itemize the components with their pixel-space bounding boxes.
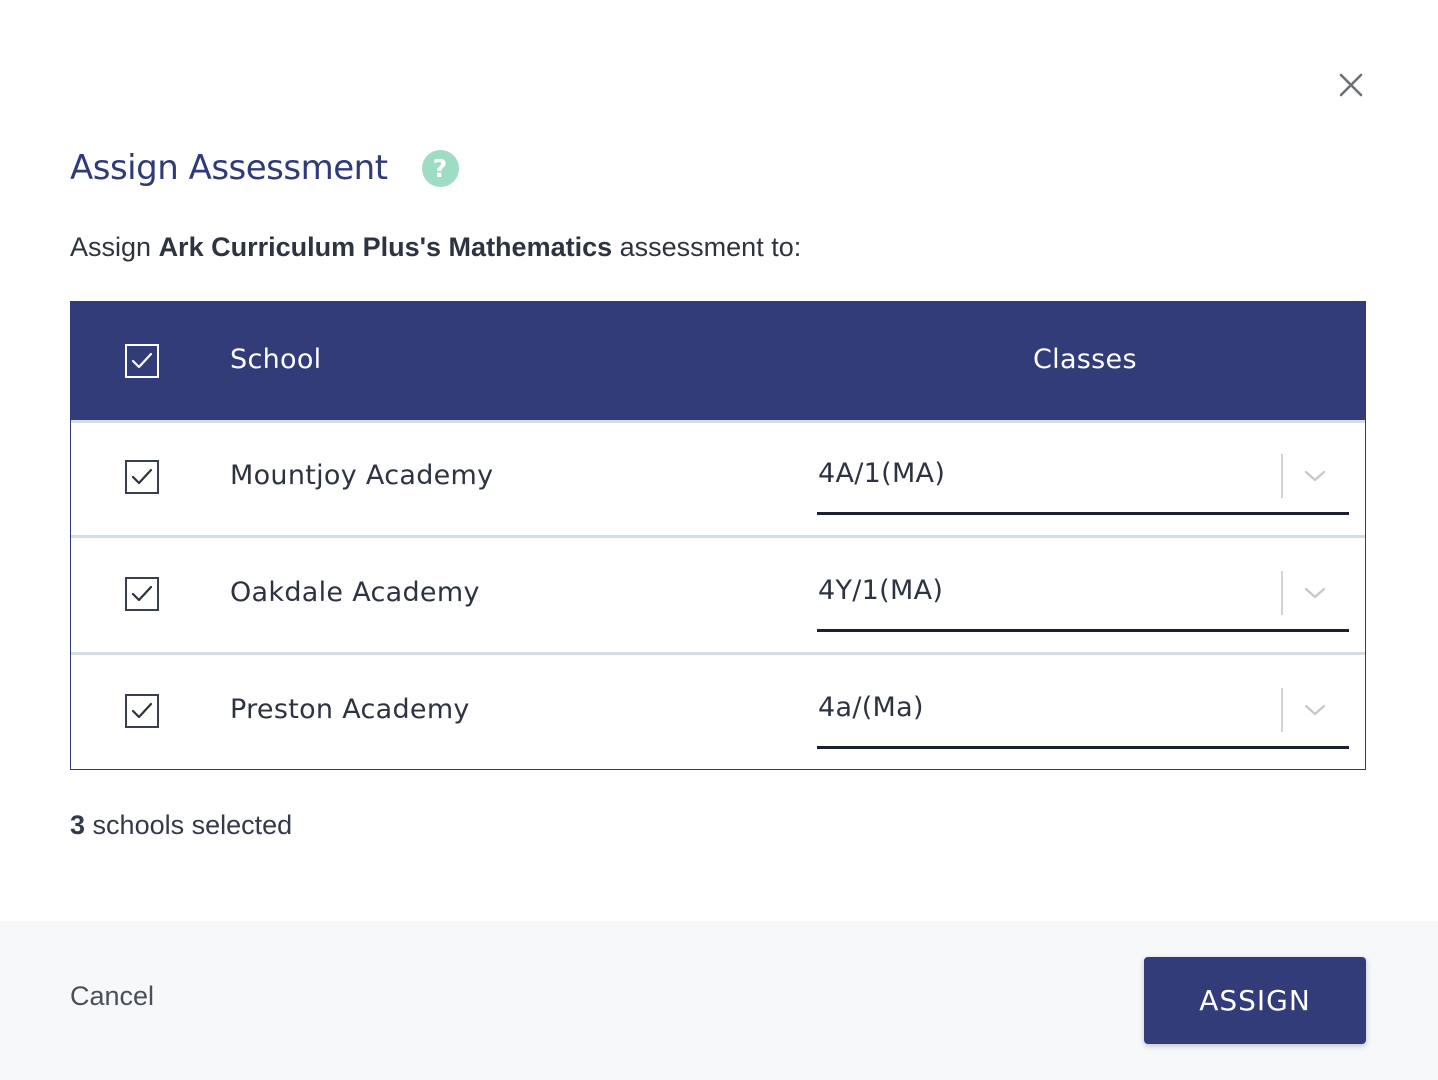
classes-column-header: Classes: [1033, 344, 1137, 375]
school-name: Oakdale Academy: [230, 577, 480, 608]
row-checkbox[interactable]: [125, 460, 159, 494]
select-divider: [1281, 454, 1283, 498]
selected-count-number: 3: [70, 810, 86, 840]
class-select[interactable]: [817, 440, 1349, 515]
close-button[interactable]: [1331, 65, 1371, 105]
school-name: Mountjoy Academy: [230, 460, 494, 491]
selected-count-label: schools selected: [92, 810, 293, 840]
checkmark-icon: [131, 585, 153, 603]
checkmark-icon: [131, 468, 153, 486]
modal-footer: [0, 921, 1438, 1080]
close-icon: [1339, 73, 1363, 97]
question-mark-icon[interactable]: ?: [422, 150, 459, 187]
assign-button[interactable]: ASSIGN: [1144, 957, 1366, 1044]
school-name: Preston Academy: [230, 694, 470, 725]
class-select[interactable]: [817, 557, 1349, 632]
select-divider: [1281, 571, 1283, 615]
modal-title: Assign Assessment: [70, 148, 388, 188]
class-select-value: 4A/1(MA): [818, 458, 946, 489]
class-select-value: 4a/(Ma): [818, 692, 924, 723]
schools-table: [70, 301, 1366, 770]
description-suffix: assessment to:: [619, 232, 802, 262]
select-divider: [1281, 688, 1283, 732]
row-checkbox[interactable]: [125, 577, 159, 611]
table-row: [71, 537, 1365, 652]
assign-description: [70, 232, 801, 263]
chevron-down-icon: [1301, 581, 1329, 605]
class-select[interactable]: [817, 674, 1349, 749]
table-header: [71, 302, 1365, 420]
table-row: [71, 420, 1365, 535]
table-row: [71, 654, 1365, 769]
assessment-name: Ark Curriculum Plus's Mathematics: [158, 232, 613, 262]
cancel-button[interactable]: Cancel: [70, 981, 155, 1011]
class-select-value: 4Y/1(MA): [818, 575, 944, 606]
chevron-down-icon: [1301, 464, 1329, 488]
select-all-checkbox[interactable]: [125, 344, 159, 378]
chevron-down-icon: [1301, 698, 1329, 722]
school-column-header: School: [230, 344, 322, 375]
title-row: [70, 146, 459, 190]
description-prefix: Assign: [70, 232, 152, 262]
row-checkbox[interactable]: [125, 694, 159, 728]
selected-count: [70, 810, 292, 841]
checkmark-icon: [131, 702, 153, 720]
checkmark-icon: [131, 352, 153, 370]
